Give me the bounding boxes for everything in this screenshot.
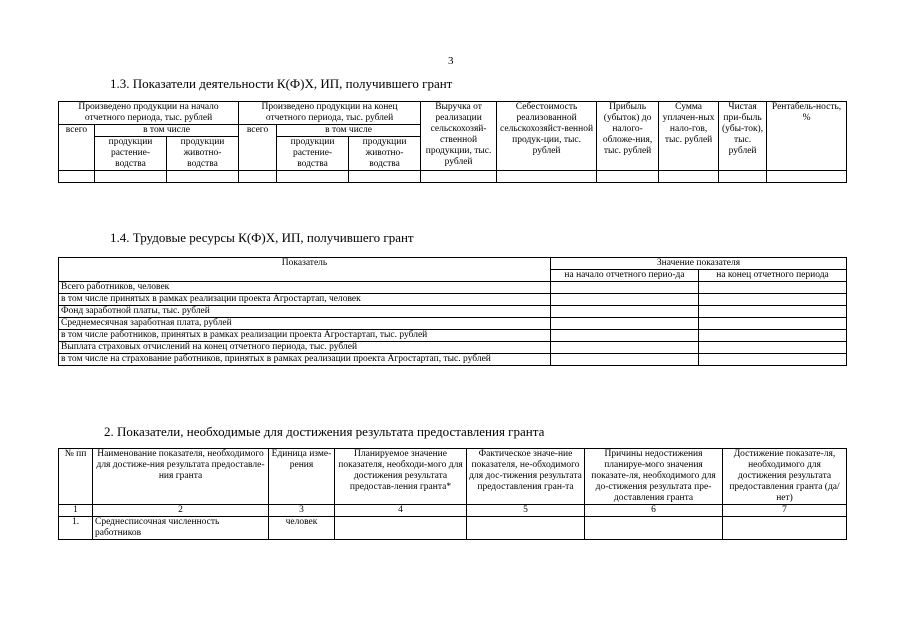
table-cell (699, 342, 847, 354)
table-row (59, 354, 847, 366)
row-indicator-name: Среднесписочная численность работников (93, 517, 269, 540)
table-row (59, 294, 847, 306)
result-indicators-table (58, 448, 847, 540)
column-number: 4 (335, 505, 467, 517)
row-label: Выплата страховых отчислений на конец отчетного периода, тыс. рублей (59, 342, 551, 354)
table-row (59, 517, 847, 540)
section-14-heading: 1.4. Трудовые ресурсы К(Ф)Х, ИП, получившего грант (110, 230, 414, 245)
page-number: 3 (448, 55, 454, 67)
activity-indicators-table (58, 101, 847, 183)
header-livestock-start: продукции животно-водства (167, 137, 239, 171)
table-cell (349, 171, 421, 183)
header-unit: Единица изме-рения (269, 449, 335, 505)
table-cell (277, 171, 349, 183)
column-number: 3 (269, 505, 335, 517)
header-actual: Фактическое значе-ние показателя, не-обходимого для дос-тижения результата предоставления гран-та (467, 449, 585, 505)
table-cell (551, 342, 699, 354)
header-name: Наименование показателя, необходимого для достиже-ния результата предоставле-ния гранта (93, 449, 269, 505)
header-value: Значение показателя (551, 258, 847, 270)
header-number: № пп (59, 449, 93, 505)
table-cell (551, 330, 699, 342)
row-label: Среднемесячная заработная плата, рублей (59, 318, 551, 330)
header-value-start: на начало отчетного перио-да (551, 270, 699, 282)
column-number: 5 (467, 505, 585, 517)
table-cell (467, 517, 585, 540)
table-cell (597, 171, 659, 183)
labor-resources-table (58, 257, 847, 366)
row-label: в том числе принятых в рамках реализации проекта Агростартап, человек (59, 294, 551, 306)
header-cost: Себестоимость реализованной сельскохозяйст-венной продук-ции, тыс. рублей (497, 102, 597, 171)
table-row (59, 306, 847, 318)
header-total-start: всего (59, 125, 95, 171)
header-incl-start: в том числе (95, 125, 239, 137)
table-cell (767, 171, 847, 183)
table-cell (659, 171, 719, 183)
table-cell (551, 318, 699, 330)
column-number: 1 (59, 505, 93, 517)
header-revenue: Выручка от реализации сельскохозяй-ственной продукции, тыс. рублей (421, 102, 497, 171)
row-label: Фонд заработной платы, тыс. рублей (59, 306, 551, 318)
table-cell (59, 171, 95, 183)
table-cell (167, 171, 239, 183)
table-cell (699, 354, 847, 366)
header-value-end: на конец отчетного периода (699, 270, 847, 282)
table-row (59, 342, 847, 354)
header-profitability: Рентабель-ность, % (767, 102, 847, 171)
table-cell (421, 171, 497, 183)
column-numbers-row (59, 505, 847, 517)
column-number: 6 (585, 505, 723, 517)
table-cell (585, 517, 723, 540)
header-total-end: всего (239, 125, 277, 171)
table-cell (551, 294, 699, 306)
table-cell (335, 517, 467, 540)
table-row (59, 318, 847, 330)
table-cell (551, 306, 699, 318)
table-cell (551, 354, 699, 366)
column-number: 7 (723, 505, 847, 517)
row-label: Всего работников, человек (59, 282, 551, 294)
table-cell (723, 517, 847, 540)
table-cell (699, 318, 847, 330)
table-row (59, 330, 847, 342)
section-2-heading: 2. Показатели, необходимые для достижения результата предоставления гранта (104, 424, 545, 439)
header-prod-start: Произведено продукции на начало отчетного периода, тыс. рублей (59, 102, 239, 125)
table-cell (497, 171, 597, 183)
header-incl-end: в том числе (277, 125, 421, 137)
header-reasons: Причины недостижения планируе-мого значения показате-ля, необходимого для до-стижения результата пре-доставления гранта (585, 449, 723, 505)
table-cell (699, 282, 847, 294)
row-label: в том числе на страхование работников, принятых в рамках реализации проекта Агростартап, тыс. рублей (59, 354, 551, 366)
header-crop-start: продукции растение-водства (95, 137, 167, 171)
section-13-heading: 1.3. Показатели деятельности К(Ф)Х, ИП, получившего грант (110, 76, 453, 91)
header-indicator: Показатель (59, 258, 551, 282)
header-taxes: Сумма уплачен-ных нало-гов, тыс. рублей (659, 102, 719, 171)
table-cell (699, 306, 847, 318)
row-unit: человек (269, 517, 335, 540)
table-cell (239, 171, 277, 183)
header-crop-end: продукции растение-водства (277, 137, 349, 171)
row-label: в том числе работников, принятых в рамках реализации проекта Агростартап, тыс. рублей (59, 330, 551, 342)
header-achieved: Достижение показате-ля, необходимого для достижения результата предоставления гранта (да/нет) (723, 449, 847, 505)
header-prod-end: Произведено продукции на конец отчетного периода, тыс. рублей (239, 102, 421, 125)
table-cell (551, 282, 699, 294)
column-number: 2 (93, 505, 269, 517)
header-profit: Прибыль (убыток) до налого-обложе-ния, тыс. рублей (597, 102, 659, 171)
table-cell (699, 294, 847, 306)
table-cell (95, 171, 167, 183)
table-cell (699, 330, 847, 342)
table-cell (719, 171, 767, 183)
header-planned: Планируемое значение показателя, необходи-мого для достижения результата предостав-ления гранта* (335, 449, 467, 505)
table-row (59, 282, 847, 294)
row-number: 1. (59, 517, 93, 540)
header-net-profit: Чистая при-быль (убы-ток), тыс. рублей (719, 102, 767, 171)
header-livestock-end: продукции животно-водства (349, 137, 421, 171)
